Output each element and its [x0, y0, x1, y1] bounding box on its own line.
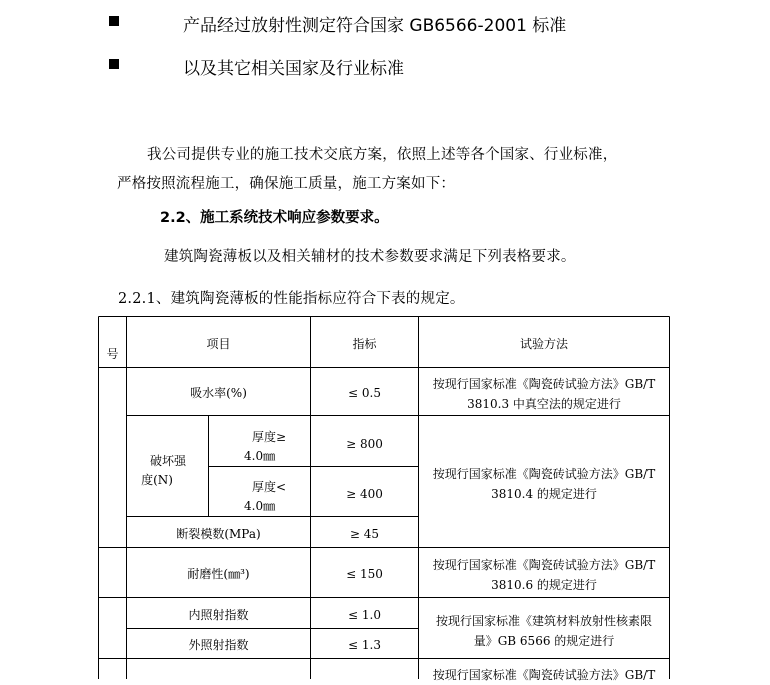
breaking-strength-label: 度(N): [141, 473, 173, 487]
thickness-lt-indicator: ≥ 400: [346, 487, 383, 501]
row-modulus-indicator: ≥ 45: [349, 527, 380, 541]
thickness-ge-label: 4.0㎜: [244, 449, 276, 463]
row-external-radiation-indicator: ≤ 1.3: [348, 638, 381, 652]
row-external-radiation-item: 外照射指数: [188, 638, 249, 652]
row-wear-method: 按现行国家标准《陶瓷砖试验方法》GB/T: [432, 558, 656, 572]
row-water-absorption-item: 吸水率(%): [190, 386, 247, 400]
intro-line: 建筑陶瓷薄板以及相关辅材的技术参数要求满足下列表格要求。: [164, 249, 576, 265]
thickness-lt-label: 厚度<: [252, 480, 287, 494]
header-indicator: 指标: [352, 337, 377, 351]
row-wear-method: 3810.6 的规定进行: [491, 578, 597, 592]
header-item: 项目: [206, 337, 231, 351]
bullet-marker: [109, 16, 119, 26]
breaking-strength-method: 按现行国家标准《陶瓷砖试验方法》GB/T: [432, 467, 656, 481]
row-wear-indicator: ≤ 150: [346, 567, 383, 581]
bullet-text-other-standards: 以及其它相关国家及行业标准: [183, 59, 404, 79]
paragraph-line: 严格按照流程施工，确保施工质量，施工方案如下：: [117, 176, 456, 192]
thickness-ge-indicator: ≥ 800: [346, 437, 383, 451]
thickness-lt-label: 4.0㎜: [244, 499, 276, 513]
bullet-text-gb6566: 产品经过放射性测定符合国家 GB6566-2001 标准: [183, 16, 567, 36]
header-no: 号: [106, 347, 119, 361]
row-modulus-item: 断裂模数(MPa): [176, 527, 261, 541]
thickness-ge-label: 厚度≥: [252, 430, 287, 444]
breaking-strength-method: 3810.4 的规定进行: [491, 487, 597, 501]
bullet-marker: [109, 59, 119, 69]
row-wear-item: 耐磨性(㎜³): [187, 567, 250, 581]
row-water-absorption-method: 按现行国家标准《陶瓷砖试验方法》GB/T: [432, 377, 656, 391]
radiation-method: 量》GB 6566 的规定进行: [473, 634, 615, 648]
paragraph-line: 我公司提供专业的施工技术交底方案，依照上述等各个国家、行业标准，: [147, 147, 618, 163]
breaking-strength-label: 破坏强: [149, 454, 186, 468]
section-heading: 2.2、施工系统技术响应参数要求。: [160, 210, 389, 226]
row-water-absorption-indicator: ≤ 0.5: [348, 386, 381, 400]
row-internal-radiation-indicator: ≤ 1.0: [348, 608, 381, 622]
row-internal-radiation-item: 内照射指数: [188, 608, 249, 622]
header-method: 试验方法: [519, 337, 568, 351]
row-water-absorption-method: 3810.3 中真空法的规定进行: [467, 397, 621, 411]
partial-row-method: 按现行国家标准《陶瓷砖试验方法》GB/T: [432, 668, 656, 682]
subsection-heading: 2.2.1、建筑陶瓷薄板的性能指标应符合下表的规定。: [118, 291, 465, 307]
radiation-method: 按现行国家标准《建筑材料放射性核素限: [435, 614, 652, 628]
